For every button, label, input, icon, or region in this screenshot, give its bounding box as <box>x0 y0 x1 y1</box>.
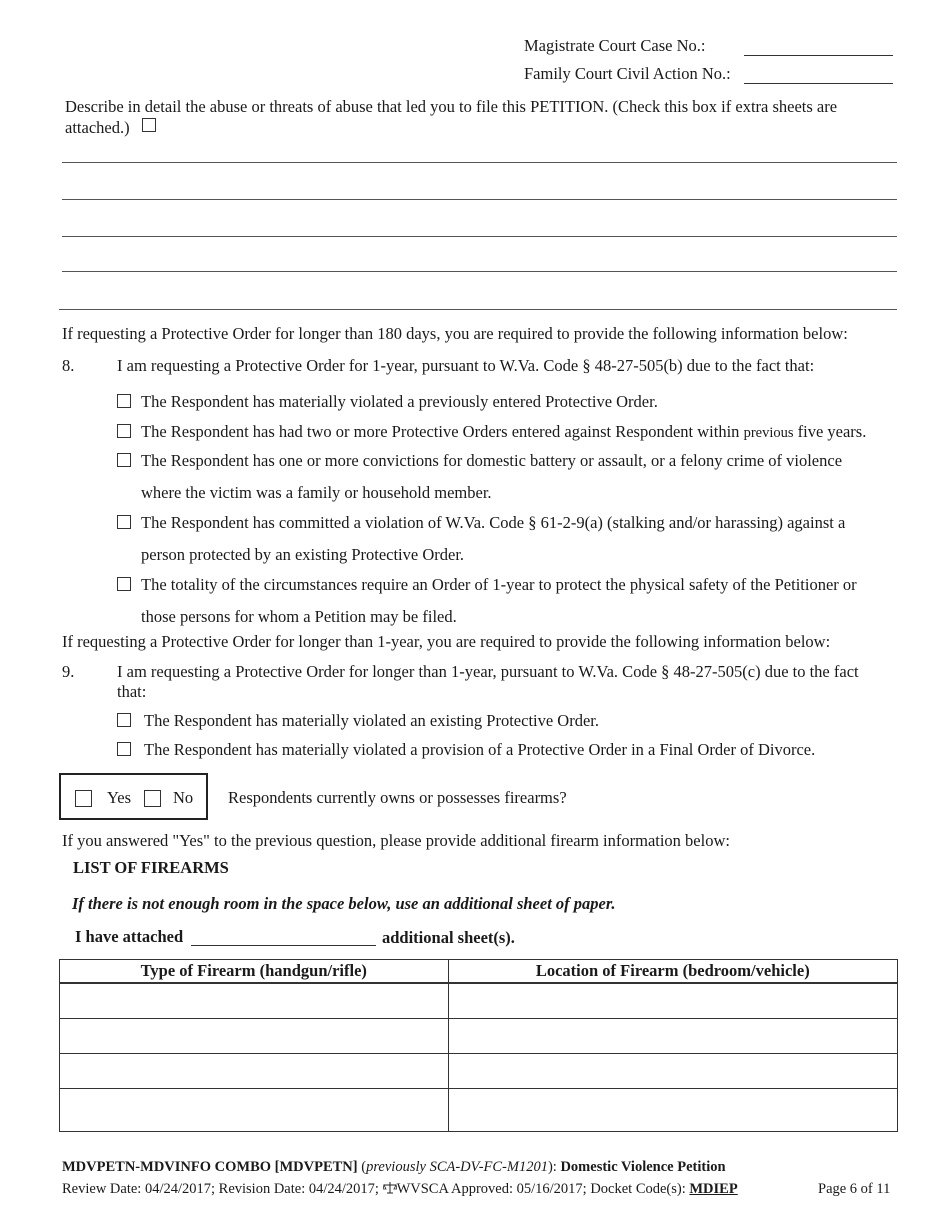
footer-prev-close: ): <box>547 1159 561 1175</box>
table-row <box>60 1054 898 1089</box>
firearm-type-cell[interactable] <box>60 1054 449 1089</box>
item-8-option-5-continuation: those persons for whom a Petition may be filed. <box>141 607 457 626</box>
additional-sheet-note: If there is not enough room in the space below, use an additional sheet of paper. <box>72 894 616 913</box>
family-action-label: Family Court Civil Action No.: <box>524 64 731 83</box>
firearm-location-cell[interactable] <box>448 1089 897 1132</box>
item-8-option-4-continuation: person protected by an existing Protective Order. <box>141 545 465 564</box>
attached-sheets-label: I have attached <box>75 927 184 946</box>
item-9-option-1-text: The Respondent has materially violated an existing Protective Order. <box>144 711 599 730</box>
item-8-option-5-text: The totality of the circumstances require an Order of 1-year to protect the physical safety of the Petitioner or <box>141 575 857 594</box>
item-9-text: I am requesting a Protective Order for longer than 1-year, pursuant to W.Va. Code § 48-27-505(c) due to the fact <box>117 662 859 681</box>
describe-instructions-line2 <box>65 118 156 138</box>
item-8-option-1-text: The Respondent has materially violated a previously entered Protective Order. <box>141 392 658 411</box>
describe-instructions-line1: Describe in detail the abuse or threats of abuse that led you to file this PETITION. (Check this box if extra sheets are <box>65 97 838 116</box>
item-8-option-5-checkbox[interactable] <box>117 577 131 591</box>
longer-than-1-year-note: If requesting a Protective Order for longer than 1-year, you are required to provide the following information below: <box>62 632 831 651</box>
item-8-option-1-checkbox[interactable] <box>117 394 131 408</box>
table-row <box>60 1019 898 1054</box>
table-row <box>60 983 898 1019</box>
footer-dates-line <box>62 1181 738 1198</box>
item-8-option-4-checkbox[interactable] <box>117 515 131 529</box>
item-8-option-3-continuation: where the victim was a family or household member. <box>141 483 492 502</box>
item-8-option-2-checkbox[interactable] <box>117 424 131 438</box>
firearms-question: Respondents currently owns or possesses firearms? <box>228 788 567 807</box>
item-8-option-3-text: The Respondent has one or more convictions for domestic battery or assault, or a felony crime of violence <box>141 451 843 470</box>
firearm-type-cell[interactable] <box>60 1019 449 1054</box>
magistrate-case-field[interactable] <box>744 55 893 56</box>
describe-writing-line[interactable] <box>62 199 897 200</box>
attached-sheets-count-field[interactable] <box>191 945 376 946</box>
item-9-option-2-text: The Respondent has materially violated a provision of a Protective Order in a Final Order of Divorce. <box>144 740 816 759</box>
item-9-option-2-checkbox[interactable] <box>117 742 131 756</box>
footer-review-dates: Review Date: 04/24/2017; Revision Date: 04/24/2017; <box>62 1181 383 1197</box>
item-8-text: I am requesting a Protective Order for 1-year, pursuant to W.Va. Code § 48-27-505(b) due to the fact that: <box>117 356 815 375</box>
describe-writing-line[interactable] <box>59 309 897 310</box>
firearms-table <box>59 959 898 1132</box>
firearms-no-label: No <box>173 788 194 807</box>
footer-docket-code: MDIEP <box>689 1181 738 1197</box>
option-2-text-c: five years. <box>793 422 867 441</box>
firearm-location-cell[interactable] <box>448 983 897 1019</box>
firearms-if-yes-note: If you answered "Yes" to the previous question, please provide additional firearm information below: <box>62 831 730 850</box>
item-9-number: 9. <box>62 662 75 681</box>
location-of-firearm-header: Location of Firearm (bedroom/vehicle) <box>448 960 897 984</box>
firearms-yes-checkbox[interactable] <box>75 790 92 807</box>
item-8-option-3-checkbox[interactable] <box>117 453 131 467</box>
magistrate-case-label: Magistrate Court Case No.: <box>524 36 706 55</box>
firearm-type-cell[interactable] <box>60 1089 449 1132</box>
firearm-type-cell[interactable] <box>60 983 449 1019</box>
table-row <box>60 1089 898 1132</box>
list-of-firearms-title: LIST OF FIREARMS <box>73 858 229 877</box>
firearms-table-header <box>60 960 898 984</box>
scales-of-justice-icon <box>383 1182 397 1194</box>
describe-writing-line[interactable] <box>62 236 897 237</box>
footer-page-number: Page 6 of 11 <box>818 1181 891 1197</box>
footer-form-line <box>62 1159 726 1176</box>
footer-approved: WVSCA Approved: 05/16/2017; Docket Code(s): <box>396 1181 690 1197</box>
footer-form-code: MDVPETN-MDVINFO COMBO [MDVPETN] <box>62 1159 358 1175</box>
describe-instructions-text: attached.) <box>65 118 130 137</box>
item-8-number: 8. <box>62 356 75 375</box>
firearm-location-cell[interactable] <box>448 1019 897 1054</box>
item-8-option-2-text <box>141 422 866 442</box>
footer-prev-open: ( <box>357 1159 367 1175</box>
describe-writing-line[interactable] <box>62 162 897 163</box>
option-2-text-a: The Respondent has had two or more Protective Orders entered against Respondent within <box>141 422 744 441</box>
longer-than-180-days-note: If requesting a Protective Order for longer than 180 days, you are required to provide the following information below: <box>62 324 848 343</box>
extra-sheets-checkbox[interactable] <box>142 118 156 132</box>
family-action-field[interactable] <box>744 83 893 84</box>
footer-form-title: Domestic Violence Petition <box>560 1159 726 1175</box>
item-9-option-1-checkbox[interactable] <box>117 713 131 727</box>
footer-previous-code: previously SCA-DV-FC-M1201 <box>366 1159 548 1175</box>
firearms-yes-label: Yes <box>107 788 132 807</box>
item-9-text-continuation: that: <box>117 682 147 701</box>
attached-sheets-suffix: additional sheet(s). <box>382 928 515 947</box>
item-8-option-4-text: The Respondent has committed a violation of W.Va. Code § 61-2-9(a) (stalking and/or harassing) against a <box>141 513 846 532</box>
firearm-location-cell[interactable] <box>448 1054 897 1089</box>
option-2-text-b: previous <box>743 425 794 441</box>
describe-writing-line[interactable] <box>62 271 897 272</box>
firearms-yes-no-box <box>59 773 208 820</box>
type-of-firearm-header: Type of Firearm (handgun/rifle) <box>60 960 449 984</box>
firearms-no-checkbox[interactable] <box>144 790 161 807</box>
